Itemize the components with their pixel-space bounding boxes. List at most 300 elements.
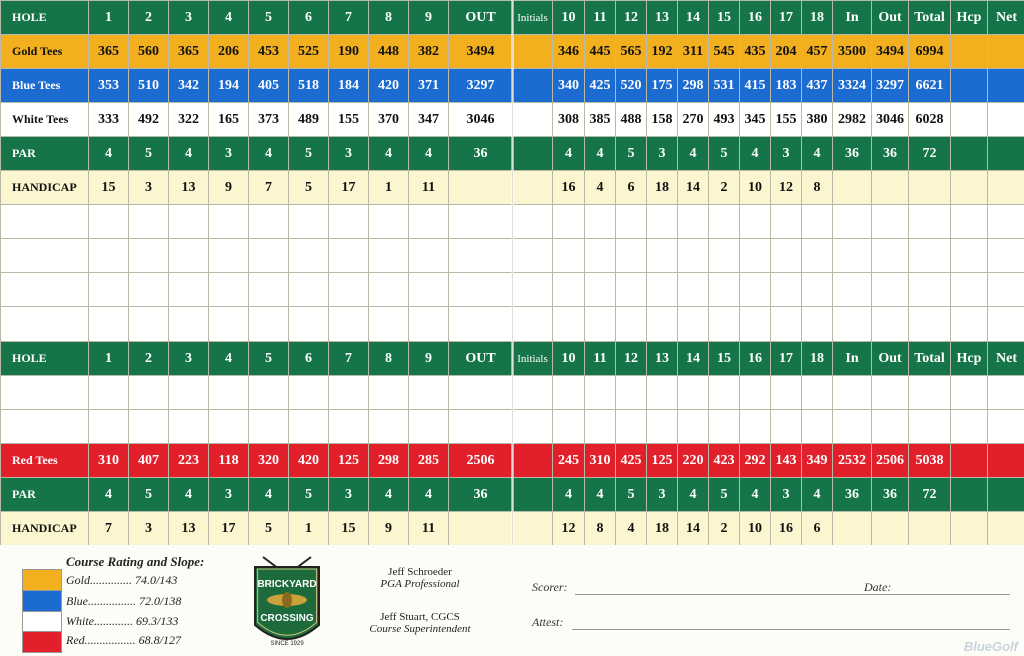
score-cell[interactable] bbox=[616, 239, 647, 273]
scorecard-cell: 345 bbox=[740, 103, 771, 137]
attest-line[interactable] bbox=[572, 629, 1010, 630]
score-cell[interactable] bbox=[249, 239, 289, 273]
score-cell[interactable] bbox=[209, 307, 249, 342]
score-cell[interactable] bbox=[409, 205, 449, 239]
score-cell[interactable] bbox=[872, 239, 909, 273]
score-cell[interactable] bbox=[771, 239, 802, 273]
score-cell[interactable] bbox=[513, 307, 553, 342]
score-cell[interactable] bbox=[169, 410, 209, 444]
score-cell[interactable] bbox=[872, 205, 909, 239]
scorecard-cell: 353 bbox=[89, 69, 129, 103]
score-cell[interactable] bbox=[289, 376, 329, 410]
score-cell[interactable] bbox=[802, 239, 833, 273]
scorecard-cell bbox=[951, 35, 988, 69]
score-cell[interactable] bbox=[771, 376, 802, 410]
row-label: PAR bbox=[1, 137, 89, 171]
score-cell[interactable] bbox=[409, 410, 449, 444]
score-cell[interactable] bbox=[951, 273, 988, 307]
scorecard-cell: 298 bbox=[369, 444, 409, 478]
score-cell[interactable] bbox=[329, 205, 369, 239]
score-cell[interactable] bbox=[771, 307, 802, 342]
scorecard-cell bbox=[513, 103, 553, 137]
scorecard-cell: 11 bbox=[585, 342, 616, 376]
score-cell[interactable] bbox=[647, 307, 678, 342]
score-cell[interactable] bbox=[678, 239, 709, 273]
scorecard-cell: 190 bbox=[329, 35, 369, 69]
score-cell[interactable] bbox=[872, 376, 909, 410]
score-cell[interactable] bbox=[833, 376, 872, 410]
scorecard-cell: 4 bbox=[740, 478, 771, 512]
scorecard-cell: 12 bbox=[616, 342, 647, 376]
scorecard-cell: 545 bbox=[709, 35, 740, 69]
score-cell[interactable] bbox=[209, 410, 249, 444]
scorecard-cell: 36 bbox=[449, 478, 513, 512]
score-cell[interactable] bbox=[585, 205, 616, 239]
scorecard-cell bbox=[872, 512, 909, 546]
scorecard-cell: 15 bbox=[709, 342, 740, 376]
score-cell[interactable] bbox=[647, 239, 678, 273]
score-cell[interactable] bbox=[129, 239, 169, 273]
score-cell[interactable] bbox=[513, 376, 553, 410]
scorecard-cell: 6994 bbox=[909, 35, 951, 69]
scorecard-cell: 292 bbox=[740, 444, 771, 478]
score-cell[interactable] bbox=[553, 239, 585, 273]
score-cell[interactable] bbox=[169, 239, 209, 273]
brickyard-crossing-logo bbox=[251, 555, 323, 651]
scorecard-cell bbox=[833, 512, 872, 546]
score-cell[interactable] bbox=[909, 205, 951, 239]
score-cell[interactable] bbox=[449, 273, 513, 307]
row-label[interactable] bbox=[1, 410, 89, 444]
scorecard-cell: 6621 bbox=[909, 69, 951, 103]
scorecard-cell: 1 bbox=[89, 1, 129, 35]
score-cell[interactable] bbox=[740, 239, 771, 273]
score-cell[interactable] bbox=[369, 410, 409, 444]
score-cell[interactable] bbox=[169, 307, 209, 342]
scorecard-cell: 3 bbox=[771, 137, 802, 171]
scorecard-cell: 9 bbox=[209, 171, 249, 205]
score-cell[interactable] bbox=[740, 376, 771, 410]
scorecard-cell: 8 bbox=[369, 342, 409, 376]
scorecard-cell: 3 bbox=[129, 171, 169, 205]
score-cell[interactable] bbox=[872, 410, 909, 444]
scorecard-cell: 8 bbox=[369, 1, 409, 35]
scorecard-cell: 445 bbox=[585, 35, 616, 69]
score-cell[interactable] bbox=[988, 410, 1024, 444]
scorecard-cell: In bbox=[833, 1, 872, 35]
scorecard-cell: 220 bbox=[678, 444, 709, 478]
score-cell[interactable] bbox=[89, 205, 129, 239]
score-cell[interactable] bbox=[329, 273, 369, 307]
scorecard-cell: 5 bbox=[129, 478, 169, 512]
scorecard-cell: 18 bbox=[802, 342, 833, 376]
scorecard-cell bbox=[513, 512, 553, 546]
score-cell[interactable] bbox=[740, 205, 771, 239]
scorecard-cell: 175 bbox=[647, 69, 678, 103]
scorecard-cell: 194 bbox=[209, 69, 249, 103]
scorecard-cell: 5 bbox=[709, 478, 740, 512]
score-cell[interactable] bbox=[771, 273, 802, 307]
score-cell[interactable] bbox=[740, 307, 771, 342]
score-cell[interactable] bbox=[209, 239, 249, 273]
scorecard-cell bbox=[951, 103, 988, 137]
score-cell[interactable] bbox=[449, 307, 513, 342]
score-cell[interactable] bbox=[129, 410, 169, 444]
scorecard-cell: 36 bbox=[833, 137, 872, 171]
score-cell[interactable] bbox=[449, 410, 513, 444]
score-cell[interactable] bbox=[616, 273, 647, 307]
scorecard-cell bbox=[513, 478, 553, 512]
row-label: PAR bbox=[1, 478, 89, 512]
scorecard-cell: 1 bbox=[289, 512, 329, 546]
score-cell[interactable] bbox=[833, 273, 872, 307]
score-cell[interactable] bbox=[833, 410, 872, 444]
score-cell[interactable] bbox=[678, 307, 709, 342]
score-cell[interactable] bbox=[951, 307, 988, 342]
score-cell[interactable] bbox=[951, 205, 988, 239]
score-cell[interactable] bbox=[449, 239, 513, 273]
logo-top-text: BRICKYARD bbox=[257, 579, 317, 590]
bluegolf-watermark: BlueGolf bbox=[963, 639, 1018, 654]
score-cell[interactable] bbox=[709, 205, 740, 239]
scorecard-cell bbox=[951, 137, 988, 171]
score-cell[interactable] bbox=[647, 376, 678, 410]
score-cell[interactable] bbox=[449, 205, 513, 239]
score-cell[interactable] bbox=[678, 376, 709, 410]
scorecard-cell: 435 bbox=[740, 35, 771, 69]
score-cell[interactable] bbox=[289, 273, 329, 307]
score-cell[interactable] bbox=[369, 239, 409, 273]
score-cell[interactable] bbox=[833, 307, 872, 342]
scorecard-cell: 4 bbox=[585, 171, 616, 205]
scorecard-cell bbox=[951, 478, 988, 512]
score-cell[interactable] bbox=[89, 307, 129, 342]
scorecard-cell: 2 bbox=[129, 1, 169, 35]
scorecard-cell: 8 bbox=[585, 512, 616, 546]
scorecard-cell bbox=[513, 444, 553, 478]
scorecard-cell: 158 bbox=[647, 103, 678, 137]
scorecard-cell: 17 bbox=[209, 512, 249, 546]
score-cell[interactable] bbox=[553, 376, 585, 410]
score-cell[interactable] bbox=[678, 205, 709, 239]
scorecard-cell: 270 bbox=[678, 103, 709, 137]
score-cell[interactable] bbox=[585, 239, 616, 273]
score-cell[interactable] bbox=[585, 273, 616, 307]
score-cell[interactable] bbox=[209, 376, 249, 410]
scorecard-cell: 13 bbox=[169, 512, 209, 546]
scorecard-cell: 385 bbox=[585, 103, 616, 137]
scorecard-cell: 223 bbox=[169, 444, 209, 478]
scorecard-cell: 18 bbox=[647, 512, 678, 546]
score-cell[interactable] bbox=[616, 410, 647, 444]
scorecard-cell: 184 bbox=[329, 69, 369, 103]
gold-swatch bbox=[22, 569, 62, 591]
scorecard-cell: 7 bbox=[329, 342, 369, 376]
score-cell[interactable] bbox=[89, 273, 129, 307]
score-cell[interactable] bbox=[249, 376, 289, 410]
scorecard-cell bbox=[988, 478, 1024, 512]
logo-bottom-text: CROSSING bbox=[260, 613, 314, 624]
rating-white: White............. 69.3/133 bbox=[66, 614, 179, 628]
score-cell[interactable] bbox=[553, 410, 585, 444]
logo-since-text: SINCE 1929 bbox=[270, 641, 304, 647]
pro-name: Jeff Schroeder bbox=[388, 566, 452, 578]
row-label[interactable] bbox=[1, 273, 89, 307]
score-cell[interactable] bbox=[740, 410, 771, 444]
score-cell[interactable] bbox=[585, 410, 616, 444]
scorecard-cell: Total bbox=[909, 1, 951, 35]
score-cell[interactable] bbox=[169, 273, 209, 307]
scorecard-cell: 3046 bbox=[449, 103, 513, 137]
scorecard-cell: 14 bbox=[678, 342, 709, 376]
score-cell[interactable] bbox=[709, 273, 740, 307]
scorecard-cell: 36 bbox=[449, 137, 513, 171]
row-label[interactable] bbox=[1, 376, 89, 410]
scorecard-cell: 36 bbox=[872, 137, 909, 171]
score-cell[interactable] bbox=[513, 239, 553, 273]
scorecard-cell: 518 bbox=[289, 69, 329, 103]
scorecard-cell: 3 bbox=[209, 137, 249, 171]
score-cell[interactable] bbox=[89, 376, 129, 410]
scorecard-cell: 12 bbox=[616, 1, 647, 35]
scorecard-cell: 3 bbox=[647, 478, 678, 512]
score-cell[interactable] bbox=[872, 273, 909, 307]
score-cell[interactable] bbox=[209, 273, 249, 307]
score-cell[interactable] bbox=[209, 205, 249, 239]
scorecard-cell: 3 bbox=[771, 478, 802, 512]
score-cell[interactable] bbox=[513, 273, 553, 307]
scorecard-cell: 16 bbox=[740, 1, 771, 35]
scorecard-cell: 492 bbox=[129, 103, 169, 137]
scorecard-cell: 5 bbox=[249, 342, 289, 376]
scorecard-cell: 3500 bbox=[833, 35, 872, 69]
score-cell[interactable] bbox=[833, 205, 872, 239]
score-cell[interactable] bbox=[872, 307, 909, 342]
row-label[interactable] bbox=[1, 205, 89, 239]
scorecard-cell: 3297 bbox=[449, 69, 513, 103]
scorecard-cell bbox=[988, 171, 1024, 205]
rating-title: Course Rating and Slope: bbox=[66, 554, 205, 569]
scorecard-cell: 310 bbox=[89, 444, 129, 478]
score-cell[interactable] bbox=[169, 205, 209, 239]
scorecard-cell: 3297 bbox=[872, 69, 909, 103]
score-cell[interactable] bbox=[329, 376, 369, 410]
score-cell[interactable] bbox=[369, 307, 409, 342]
scorecard-cell: 340 bbox=[553, 69, 585, 103]
scorecard-cell: 4 bbox=[740, 137, 771, 171]
scorecard-cell: 7 bbox=[89, 512, 129, 546]
score-cell[interactable] bbox=[616, 376, 647, 410]
score-cell[interactable] bbox=[129, 307, 169, 342]
score-cell[interactable] bbox=[129, 273, 169, 307]
score-cell[interactable] bbox=[553, 205, 585, 239]
score-cell[interactable] bbox=[647, 205, 678, 239]
scorecard-cell: 2532 bbox=[833, 444, 872, 478]
row-label: HOLE bbox=[1, 342, 89, 376]
scorecard-cell: 36 bbox=[833, 478, 872, 512]
score-cell[interactable] bbox=[647, 410, 678, 444]
score-cell[interactable] bbox=[647, 273, 678, 307]
scorecard-cell: 525 bbox=[289, 35, 329, 69]
score-cell[interactable] bbox=[951, 239, 988, 273]
score-cell[interactable] bbox=[513, 205, 553, 239]
score-cell[interactable] bbox=[585, 307, 616, 342]
score-cell[interactable] bbox=[249, 205, 289, 239]
score-cell[interactable] bbox=[988, 273, 1024, 307]
scorecard-cell: 320 bbox=[249, 444, 289, 478]
scorecard-cell: 4 bbox=[409, 137, 449, 171]
scorecard-cell: 7 bbox=[249, 171, 289, 205]
score-cell[interactable] bbox=[249, 307, 289, 342]
score-cell[interactable] bbox=[553, 307, 585, 342]
score-cell[interactable] bbox=[129, 205, 169, 239]
scorecard-cell: 143 bbox=[771, 444, 802, 478]
score-cell[interactable] bbox=[329, 307, 369, 342]
scorecard-cell: 493 bbox=[709, 103, 740, 137]
score-cell[interactable] bbox=[678, 273, 709, 307]
scorecard-cell: 11 bbox=[409, 512, 449, 546]
scorecard-cell: 18 bbox=[647, 171, 678, 205]
score-cell[interactable] bbox=[369, 205, 409, 239]
score-cell[interactable] bbox=[89, 239, 129, 273]
score-cell[interactable] bbox=[771, 205, 802, 239]
scorecard-cell: 10 bbox=[553, 1, 585, 35]
score-cell[interactable] bbox=[709, 376, 740, 410]
score-cell[interactable] bbox=[802, 410, 833, 444]
score-cell[interactable] bbox=[802, 273, 833, 307]
scorecard-cell: 349 bbox=[802, 444, 833, 478]
attest-label: Attest: bbox=[532, 615, 564, 629]
score-cell[interactable] bbox=[988, 307, 1024, 342]
scorecard-cell: 4 bbox=[802, 137, 833, 171]
scorecard-cell: 560 bbox=[129, 35, 169, 69]
scorecard-cell: 14 bbox=[678, 171, 709, 205]
score-cell[interactable] bbox=[289, 307, 329, 342]
score-cell[interactable] bbox=[129, 376, 169, 410]
score-cell[interactable] bbox=[909, 273, 951, 307]
row-label[interactable] bbox=[1, 307, 89, 342]
scorecard-cell: 4 bbox=[209, 1, 249, 35]
scorecard-cell: 489 bbox=[289, 103, 329, 137]
score-cell[interactable] bbox=[740, 273, 771, 307]
scorecard-cell: 5 bbox=[249, 1, 289, 35]
date-label: Date: bbox=[864, 580, 892, 594]
scorecard-cell: 125 bbox=[647, 444, 678, 478]
scorecard-cell: Net bbox=[988, 1, 1024, 35]
score-cell[interactable] bbox=[909, 239, 951, 273]
score-cell[interactable] bbox=[449, 376, 513, 410]
score-cell[interactable] bbox=[988, 239, 1024, 273]
scorecard-cell bbox=[909, 512, 951, 546]
score-cell[interactable] bbox=[169, 376, 209, 410]
scorecard-cell: 14 bbox=[678, 1, 709, 35]
score-cell[interactable] bbox=[513, 410, 553, 444]
scorecard-cell: 4 bbox=[553, 478, 585, 512]
scorecard-cell: 18 bbox=[802, 1, 833, 35]
score-cell[interactable] bbox=[909, 307, 951, 342]
scorecard-cell: 13 bbox=[647, 1, 678, 35]
score-cell[interactable] bbox=[709, 307, 740, 342]
scorecard-cell: 4 bbox=[553, 137, 585, 171]
score-cell[interactable] bbox=[616, 205, 647, 239]
score-cell[interactable] bbox=[709, 410, 740, 444]
scorecard-cell: 183 bbox=[771, 69, 802, 103]
score-cell[interactable] bbox=[678, 410, 709, 444]
score-cell[interactable] bbox=[988, 376, 1024, 410]
score-cell[interactable] bbox=[802, 205, 833, 239]
score-cell[interactable] bbox=[289, 205, 329, 239]
row-label: HANDICAP bbox=[1, 171, 89, 205]
footer-panel bbox=[0, 545, 1024, 656]
score-cell[interactable] bbox=[369, 273, 409, 307]
scorecard-cell bbox=[988, 69, 1024, 103]
scorer-line[interactable] bbox=[575, 594, 1010, 595]
row-label[interactable] bbox=[1, 239, 89, 273]
score-cell[interactable] bbox=[409, 307, 449, 342]
score-cell[interactable] bbox=[833, 239, 872, 273]
score-cell[interactable] bbox=[289, 410, 329, 444]
scorecard-cell: 4 bbox=[89, 478, 129, 512]
score-cell[interactable] bbox=[249, 410, 289, 444]
scorecard-cell: 6 bbox=[802, 512, 833, 546]
score-cell[interactable] bbox=[709, 239, 740, 273]
score-cell[interactable] bbox=[616, 307, 647, 342]
blue-swatch bbox=[22, 590, 62, 612]
scorecard-cell: 204 bbox=[771, 35, 802, 69]
scorecard-cell: 333 bbox=[89, 103, 129, 137]
score-cell[interactable] bbox=[409, 273, 449, 307]
score-cell[interactable] bbox=[249, 273, 289, 307]
score-cell[interactable] bbox=[369, 376, 409, 410]
score-cell[interactable] bbox=[951, 410, 988, 444]
score-cell[interactable] bbox=[585, 376, 616, 410]
scorecard-cell: 7 bbox=[329, 1, 369, 35]
score-cell[interactable] bbox=[802, 376, 833, 410]
score-cell[interactable] bbox=[909, 376, 951, 410]
score-cell[interactable] bbox=[89, 410, 129, 444]
row-label: HOLE bbox=[1, 1, 89, 35]
score-cell[interactable] bbox=[409, 239, 449, 273]
red-swatch bbox=[22, 631, 62, 653]
score-cell[interactable] bbox=[802, 307, 833, 342]
scorecard-cell: 4 bbox=[802, 478, 833, 512]
score-cell[interactable] bbox=[553, 273, 585, 307]
scorecard-cell: 36 bbox=[872, 478, 909, 512]
score-cell[interactable] bbox=[988, 205, 1024, 239]
scorer-label: Scorer: bbox=[532, 580, 568, 594]
scorecard-cell: 4 bbox=[369, 478, 409, 512]
score-cell[interactable] bbox=[329, 410, 369, 444]
scorecard-cell: 13 bbox=[647, 342, 678, 376]
score-cell[interactable] bbox=[329, 239, 369, 273]
scorecard-cell: 510 bbox=[129, 69, 169, 103]
scorecard-cell: 565 bbox=[616, 35, 647, 69]
scorecard-cell: 380 bbox=[802, 103, 833, 137]
scorecard-cell: 6 bbox=[616, 171, 647, 205]
scorecard-cell: 371 bbox=[409, 69, 449, 103]
scorecard-cell: 405 bbox=[249, 69, 289, 103]
scorecard-cell bbox=[449, 512, 513, 546]
score-cell[interactable] bbox=[771, 410, 802, 444]
score-cell[interactable] bbox=[409, 376, 449, 410]
score-cell[interactable] bbox=[951, 376, 988, 410]
scorecard-cell: 4 bbox=[89, 137, 129, 171]
score-cell[interactable] bbox=[289, 239, 329, 273]
scorecard-cell: 531 bbox=[709, 69, 740, 103]
scorecard-cell: 346 bbox=[553, 35, 585, 69]
scorecard-cell: 2 bbox=[709, 171, 740, 205]
score-cell[interactable] bbox=[909, 410, 951, 444]
